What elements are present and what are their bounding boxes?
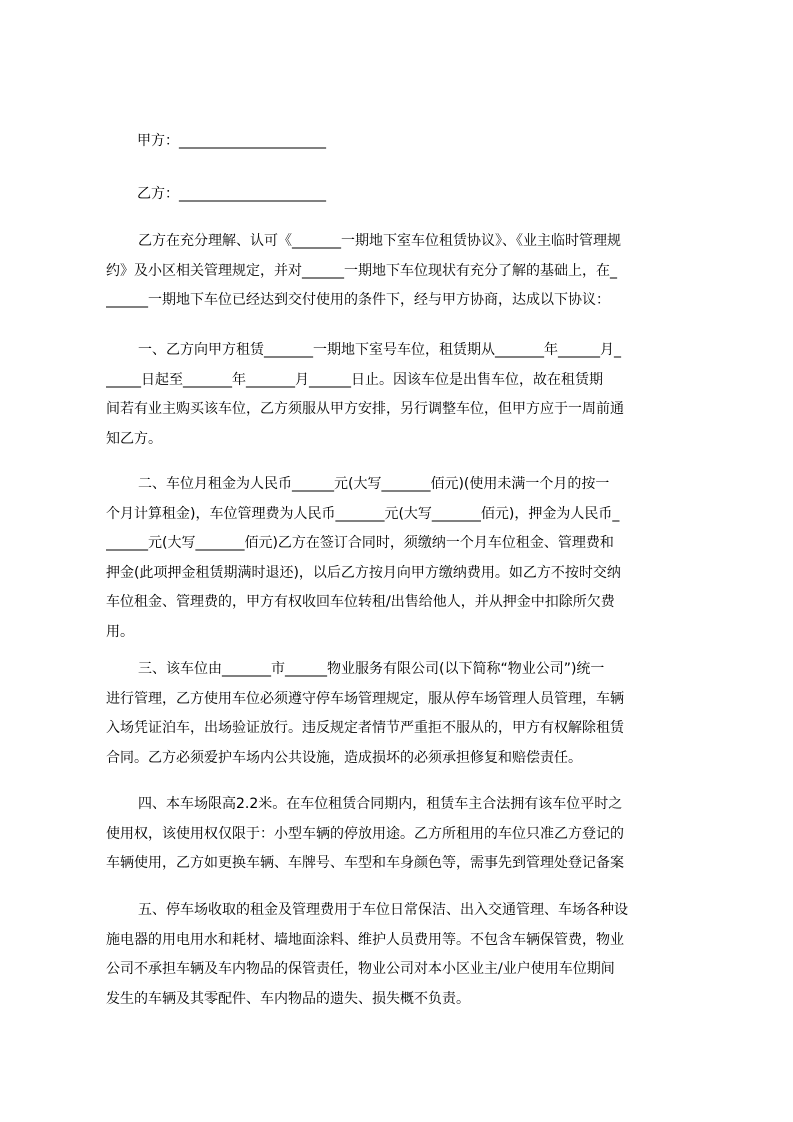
paragraph-line: 用。: [106, 623, 134, 640]
paragraph-line: 四、本车场限高2.2米。在车位租赁合同期内，租赁车主合法拥有该车位平时之: [138, 796, 623, 812]
paragraph-line: 进行管理，乙方使用车位必须遵守停车场管理规定，服从停车场管理人员管理，车辆: [106, 690, 624, 707]
paragraph-line: 公司不承担车辆及车内物品的保管责任，物业公司对本小区业主/业户使用车位期间: [106, 961, 615, 977]
paragraph-line: 合同。乙方必须爱护车场内公共设施，造成损坏的必须承担修复和赔偿责任。: [106, 749, 582, 766]
paragraph-line: 三、该车位由_______市______物业服务有限公司(以下简称“物业公司”)统一: [138, 661, 605, 677]
party-b-line: 乙方：_____________________: [137, 186, 326, 202]
paragraph-line: 五、停车场收取的租金及管理费用于车位日常保洁、出入交通管理、车场各种设: [138, 902, 628, 918]
paragraph-line: 一、乙方向甲方租赁_______一期地下室号车位，租赁期从_______年______月_: [138, 342, 621, 358]
clause-1-paragraph: [106, 336, 698, 454]
paragraph-line: 知乙方。: [106, 430, 162, 447]
paragraph-line: 车辆使用，乙方如更换车辆、车牌号、车型和车身颜色等，需事先到管理处登记备案: [106, 855, 624, 871]
clause-3-paragraph: [106, 655, 698, 773]
paragraph-line: 二、车位月租金为人民币______元(大写_______佰元)(使用未满一个月的按一: [138, 476, 610, 492]
paragraph-line: 个月计算租金)，车位管理费为人民币_______元(大写_______佰元)，押金为人民币_: [106, 505, 620, 522]
paragraph-line: ______一期地下车位已经达到交付使用的条件下，经与甲方协商，达成以下协议：: [106, 292, 610, 308]
paragraph-line: 发生的车辆及其零配件、车内物品的遗失、损失概不负责。: [106, 990, 470, 1007]
paragraph-line: 施电器的用电用水和耗材、墙地面涂料、维护人员费用等。不包含车辆保管费，物业: [106, 931, 624, 948]
paragraph-line: 乙方在充分理解、认可《_______一期地下室车位租赁协议》、《业主临时管理规: [138, 233, 621, 249]
intro-paragraph: [106, 227, 698, 316]
paragraph-line: 约》及小区相关管理规定，并对______一期地下车位现状有充分了解的基础上，在_: [106, 262, 617, 279]
paragraph-line: 间若有业主购买该车位，乙方须服从甲方安排，另行调整车位，但甲方应于一周前通: [106, 401, 624, 417]
paragraph-line: ______元(大写_______佰元)乙方在签订合同时，须缴纳一个月车位租金、管理费和: [106, 535, 614, 551]
paragraph-line: _____日起至_______年_______月______日止。因该车位是出售车位，故在租赁期: [106, 371, 603, 388]
clause-5-paragraph: [106, 896, 698, 1014]
paragraph-line: 押金(此项押金租赁期满时退还)，以后乙方按月向甲方缴纳费用。如乙方不按时交纳: [106, 564, 621, 581]
clause-2-paragraph: [106, 470, 698, 647]
clause-4-paragraph: [106, 790, 698, 879]
paragraph-line: 车位租金、管理费的，甲方有权收回车位转租/出售给他人，并从押金中扣除所欠费: [106, 594, 615, 610]
paragraph-line: 使用权，该使用权仅限于：小型车辆的停放用途。乙方所租用的车位只准乙方登记的: [106, 825, 624, 842]
party-a-line: 甲方：_____________________: [137, 133, 326, 149]
paragraph-line: 入场凭证泊车，出场验证放行。违反规定者情节严重拒不服从的，甲方有权解除租赁: [106, 720, 624, 736]
